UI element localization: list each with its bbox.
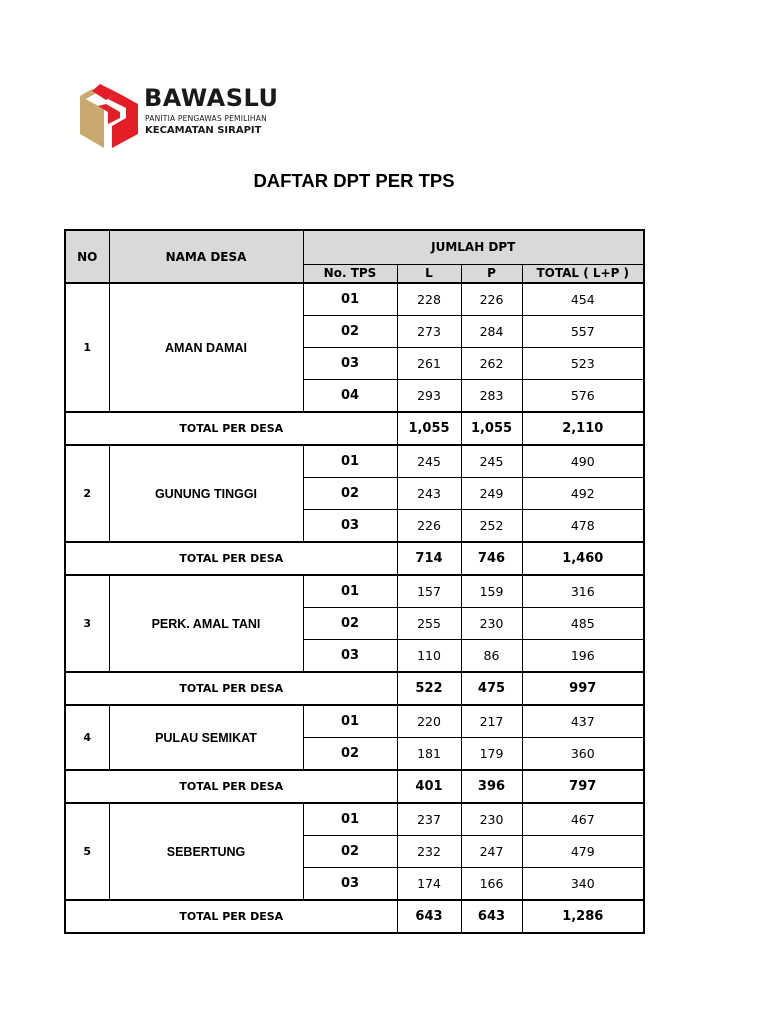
header-no: NO [65,230,109,283]
dpt-table [64,229,645,934]
desa-name: PULAU SEMIKAT [109,705,303,770]
total-l-value: 714 [397,542,461,575]
total-per-desa-label: TOTAL PER DESA [65,770,397,803]
tps-number: 02 [303,738,397,771]
tps-number: 04 [303,380,397,413]
total-lp-value: 997 [522,672,644,705]
tps-number: 01 [303,445,397,478]
tps-total-value: 479 [522,836,644,868]
tps-l-value: 261 [397,348,461,380]
tps-p-value: 86 [461,640,522,673]
tps-number: 02 [303,478,397,510]
tps-total-value: 437 [522,705,644,738]
desa-name: PERK. AMAL TANI [109,575,303,672]
header-total: TOTAL ( L+P ) [522,264,644,283]
total-row [65,672,644,705]
tps-l-value: 243 [397,478,461,510]
tps-p-value: 217 [461,705,522,738]
logo-brand: BAWASLU [144,84,279,112]
tps-total-value: 485 [522,608,644,640]
tps-total-value: 467 [522,803,644,836]
tps-p-value: 179 [461,738,522,771]
desa-name: SEBERTUNG [109,803,303,900]
tps-p-value: 284 [461,316,522,348]
tps-number: 01 [303,803,397,836]
table-row [65,283,644,316]
tps-l-value: 232 [397,836,461,868]
tps-total-value: 360 [522,738,644,771]
tps-l-value: 110 [397,640,461,673]
total-per-desa-label: TOTAL PER DESA [65,542,397,575]
desa-number: 2 [65,445,109,542]
table-row [65,445,644,478]
page-title: DAFTAR DPT PER TPS [253,170,455,191]
desa-number: 5 [65,803,109,900]
total-p-value: 746 [461,542,522,575]
tps-total-value: 340 [522,868,644,901]
tps-total-value: 316 [522,575,644,608]
tps-total-value: 492 [522,478,644,510]
total-row [65,900,644,933]
tps-p-value: 230 [461,803,522,836]
total-l-value: 401 [397,770,461,803]
table-row [65,575,644,608]
table-row [65,705,644,738]
tps-l-value: 228 [397,283,461,316]
desa-number: 3 [65,575,109,672]
logo-location: KECAMATAN SIRAPIT [145,125,262,136]
header-l: L [397,264,461,283]
total-row [65,412,644,445]
tps-number: 03 [303,640,397,673]
desa-name: AMAN DAMAI [109,283,303,412]
tps-l-value: 220 [397,705,461,738]
total-lp-value: 797 [522,770,644,803]
header-p: P [461,264,522,283]
tps-l-value: 273 [397,316,461,348]
tps-l-value: 226 [397,510,461,543]
total-row [65,770,644,803]
tps-total-value: 576 [522,380,644,413]
header-jumlah-dpt: JUMLAH DPT [303,230,644,264]
tps-l-value: 237 [397,803,461,836]
total-l-value: 1,055 [397,412,461,445]
tps-number: 01 [303,283,397,316]
table-body [65,283,644,933]
tps-p-value: 249 [461,478,522,510]
tps-p-value: 283 [461,380,522,413]
tps-l-value: 255 [397,608,461,640]
total-lp-value: 2,110 [522,412,644,445]
tps-number: 02 [303,316,397,348]
total-per-desa-label: TOTAL PER DESA [65,412,397,445]
total-per-desa-label: TOTAL PER DESA [65,672,397,705]
header-nama-desa: NAMA DESA [109,230,303,283]
tps-number: 01 [303,575,397,608]
tps-number: 03 [303,868,397,901]
tps-l-value: 293 [397,380,461,413]
tps-total-value: 557 [522,316,644,348]
desa-name: GUNUNG TINGGI [109,445,303,542]
tps-number: 01 [303,705,397,738]
tps-number: 02 [303,608,397,640]
total-lp-value: 1,460 [522,542,644,575]
tps-number: 02 [303,836,397,868]
total-p-value: 475 [461,672,522,705]
total-lp-value: 1,286 [522,900,644,933]
total-per-desa-label: TOTAL PER DESA [65,900,397,933]
tps-p-value: 159 [461,575,522,608]
tps-total-value: 490 [522,445,644,478]
tps-number: 03 [303,348,397,380]
desa-number: 4 [65,705,109,770]
total-p-value: 396 [461,770,522,803]
tps-l-value: 157 [397,575,461,608]
tps-number: 03 [303,510,397,543]
tps-p-value: 230 [461,608,522,640]
total-row [65,542,644,575]
tps-total-value: 478 [522,510,644,543]
total-l-value: 522 [397,672,461,705]
bawaslu-emblem-icon [78,82,140,150]
tps-l-value: 174 [397,868,461,901]
logo-subtitle: PANITIA PENGAWAS PEMILIHAN [145,114,267,123]
tps-p-value: 166 [461,868,522,901]
total-l-value: 643 [397,900,461,933]
tps-total-value: 454 [522,283,644,316]
tps-p-value: 252 [461,510,522,543]
desa-number: 1 [65,283,109,412]
tps-p-value: 262 [461,348,522,380]
tps-total-value: 196 [522,640,644,673]
total-p-value: 1,055 [461,412,522,445]
tps-l-value: 245 [397,445,461,478]
table-row [65,803,644,836]
tps-p-value: 245 [461,445,522,478]
tps-p-value: 226 [461,283,522,316]
bawaslu-logo [78,82,298,152]
total-p-value: 643 [461,900,522,933]
tps-total-value: 523 [522,348,644,380]
tps-p-value: 247 [461,836,522,868]
tps-l-value: 181 [397,738,461,771]
header-no-tps: No. TPS [303,264,397,283]
